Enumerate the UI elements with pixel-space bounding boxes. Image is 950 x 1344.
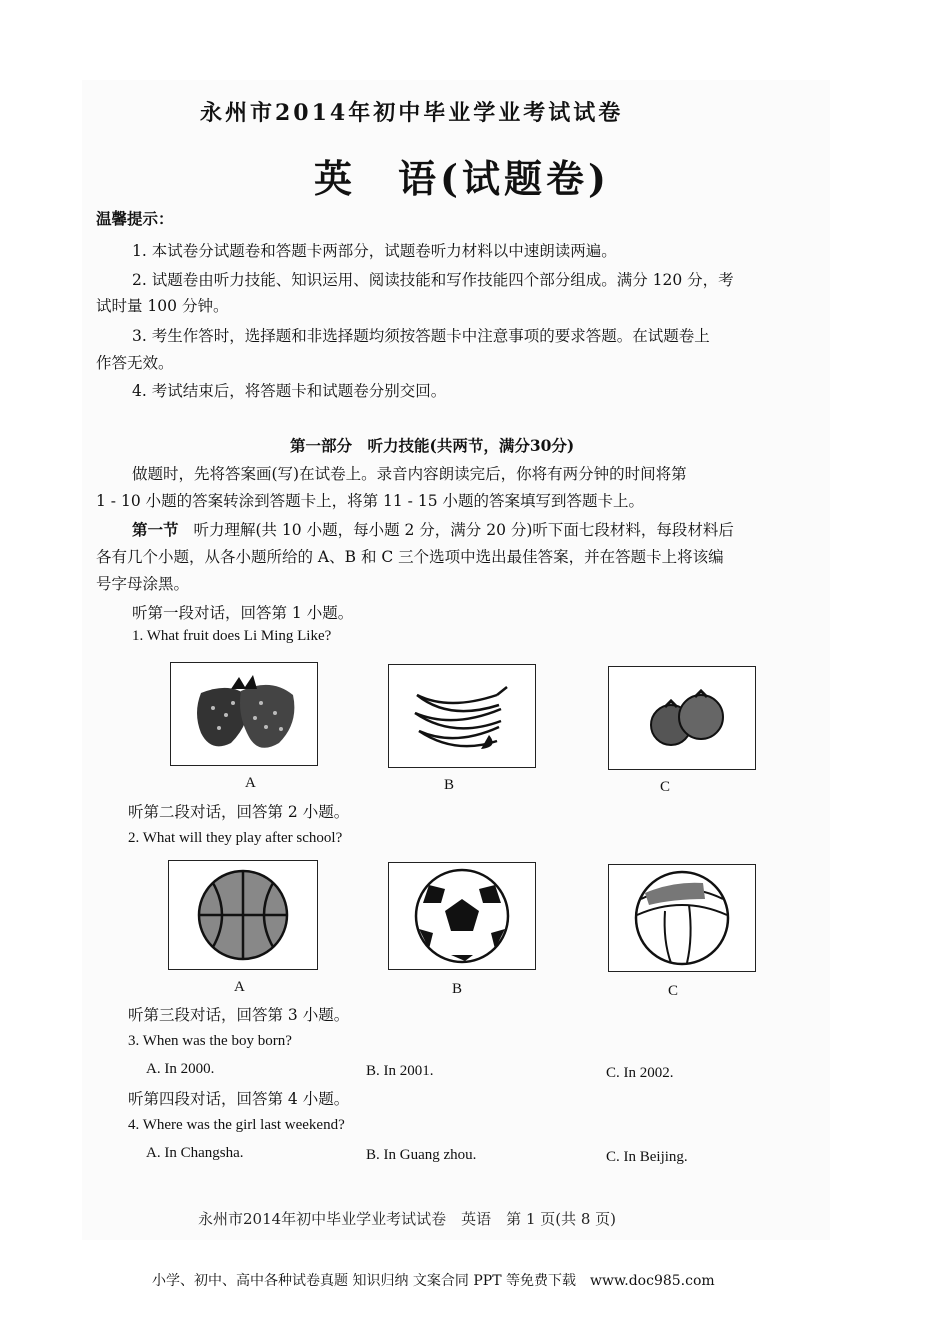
- q4-option-a: A. In Changsha.: [146, 1145, 244, 1161]
- option-b-label: B: [444, 777, 455, 793]
- option-c-picture: [608, 666, 756, 770]
- section1-text: 听力理解(共 10 小题，每小题 2 分，满分 20 分)听下面七段材料，每段材料后: [193, 521, 734, 539]
- basketball-icon: [169, 861, 317, 969]
- notice-item-1: 1. 本试卷分试题卷和答题卡两部分，试题卷听力材料以中速朗读两遍。: [132, 242, 617, 260]
- option-b-label-2: B: [452, 981, 463, 997]
- q3-option-c: C. In 2002.: [606, 1065, 674, 1081]
- part1-heading: 第一部分 听力技能(共两节，满分30分): [290, 436, 575, 455]
- notice-item-3a: 3. 考生作答时，选择题和非选择题均须按答题卡中注意事项的要求答题。在试题卷上: [132, 327, 710, 345]
- dialogue-3-prompt: 听第三段对话，回答第 3 小题。: [128, 1006, 350, 1024]
- q3-option-b: B. In 2001.: [366, 1063, 434, 1079]
- option-c-label-2: C: [668, 983, 679, 999]
- dialogue-4-prompt: 听第四段对话，回答第 4 小题。: [128, 1090, 350, 1108]
- option-a-picture: [170, 662, 318, 766]
- volleyball-icon: [609, 865, 755, 971]
- notice-item-2a: 2. 试题卷由听力技能、知识运用、阅读技能和写作技能四个部分组成。满分 120 分，考: [132, 271, 734, 289]
- section1-label: 第一节: [132, 520, 179, 539]
- notice-item-4: 4. 考试结束后，将答题卡和试题卷分别交回。: [132, 382, 447, 400]
- option-a-picture-2: [168, 860, 318, 970]
- option-b-picture-2: [388, 862, 536, 970]
- dialogue-2-prompt: 听第二段对话，回答第 2 小题。: [128, 803, 350, 821]
- option-a-label-2: A: [234, 979, 245, 995]
- q4-option-c: C. In Beijing.: [606, 1149, 688, 1165]
- part1-instruction-b: 1 - 10 小题的答案转涂到答题卡上，将第 11 - 15 小题的答案填写到答题卡上。: [96, 492, 644, 510]
- strawberry-icon: [171, 663, 317, 765]
- page-footer: 永州市2014年初中毕业学业考试试卷 英语 第 1 页(共 8 页): [198, 1210, 617, 1228]
- option-c-label: C: [660, 779, 671, 795]
- notice-item-2b: 试时量 100 分钟。: [96, 297, 229, 315]
- notice-heading: 温馨提示：: [96, 209, 174, 228]
- exam-title: 永州市2014年初中毕业学业考试试卷: [200, 100, 624, 126]
- soccer-ball-icon: [389, 863, 535, 969]
- section1-line-c: 号字母涂黑。: [96, 575, 190, 593]
- subject-title: 英 语(试题卷): [314, 156, 610, 201]
- q4-option-b: B. In Guang zhou.: [366, 1147, 477, 1163]
- tomato-icon: [609, 667, 755, 769]
- question-2: 2. What will they play after school?: [128, 830, 343, 846]
- option-c-picture-2: [608, 864, 756, 972]
- banana-icon: [389, 665, 535, 767]
- question-3: 3. When was the boy born?: [128, 1033, 292, 1049]
- notice-item-3b: 作答无效。: [96, 354, 174, 372]
- q3-option-a: A. In 2000.: [146, 1061, 215, 1077]
- section1-line-b: 各有几个小题，从各小题所给的 A、B 和 C 三个选项中选出最佳答案，并在答题卡上将该编: [96, 548, 724, 566]
- dialogue-1-prompt: 听第一段对话，回答第 1 小题。: [132, 604, 354, 622]
- option-b-picture: [388, 664, 536, 768]
- section1-line-a: [132, 519, 734, 541]
- question-4: 4. Where was the girl last weekend?: [128, 1117, 345, 1133]
- watermark-text: 小学、初中、高中各种试卷真题 知识归纳 文案合同 PPT 等免费下载 www.doc985.com: [152, 1273, 715, 1289]
- question-1: 1. What fruit does Li Ming Like?: [132, 628, 332, 644]
- part1-instruction-a: 做题时，先将答案画(写)在试卷上。录音内容朗读完后，你将有两分钟的时间将第: [132, 465, 687, 483]
- option-a-label: A: [245, 775, 256, 791]
